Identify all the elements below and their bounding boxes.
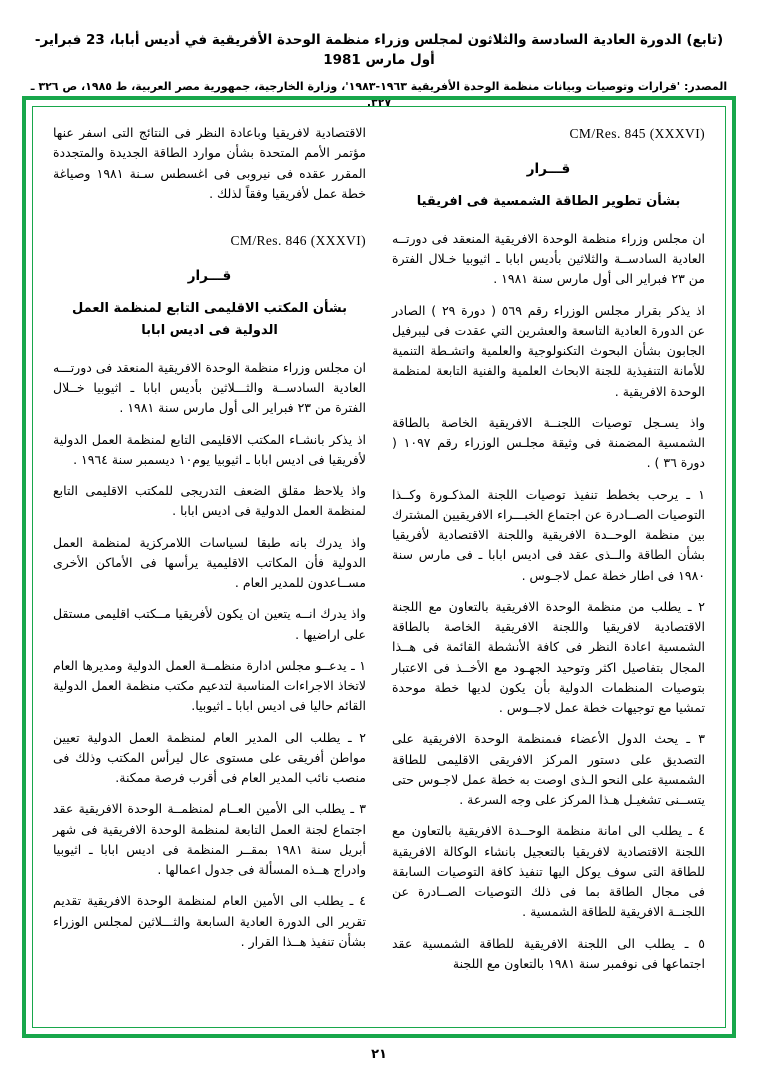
resolution-code-846: CM/Res. 846 (XXXVI) (230, 233, 366, 248)
resolution-subtitle-line: الدولية فى اديس ابابا (141, 322, 278, 338)
paragraph: واذ يدرك انــه يتعين ان يكون لأفريقيا مــكتب اقليمى مستقل على اراضيها . (53, 606, 366, 642)
page-header (0, 0, 758, 112)
resolution-subtitle-line: بشأن المكتب الاقليمى التابع لمنظمة العمل (72, 300, 347, 316)
paragraph: ٣ ـ يحث الدول الأعضاء فىمنظمة الوحدة الافريقية على التصديق على دستور المركز الافريقى الاقليمى للطاقة الشمسية على النحو الـذى اوصت به خطة عمل لاجـوس حتى يتســنى تشغيـل هـذا المركز على وجه السرعة . (392, 731, 705, 808)
right-column (392, 123, 705, 1011)
content-frame (22, 96, 736, 1038)
paragraph: ٣ ـ يطلب الى الأمين العــام لمنظمــة الوحدة الافريقية عقد اجتماع لجنة العمل التابعة لمنظمة الوحدة الافريقية فى شهر أبريل سنة ١٩٨١ بمقــر المنظمة فى اديس ابابا ـ اثيوبيا وادراج هــذه المسألة فى جدول اعمالها . (53, 801, 366, 878)
resolution-subtitle-845 (392, 191, 705, 213)
header-title: (تابع) الدورة العادية السادسة والثلاثون لمجلس وزراء منظمة الوحدة الأفريقية في أديس أبابا، 23 فبراير- أول مارس 1981 (34, 32, 724, 69)
resolution-subtitle-line: بشأن تطوير الطاقة الشمسية فى افريقيا (416, 193, 681, 209)
continued-paragraph: الاقتصادية لافريقيا وباعادة النظر فى النتائج التى اسفر عنها مؤتمر الأمم المتحدة بشأن موارد الطاقة الجديدة والمتجددة المقرر عقده فى نيروبى فى اغسطس سـنة ١٩٨١ وصياغة خطة عمل لأفريقيا وفقاً لذلك . (53, 125, 366, 201)
paragraph: ٥ ـ يطلب الى اللجنة الافريقية للطاقة الشمسية عقد اجتماعها فى نوفمبر سنة ١٩٨١ بالتعاون مع اللجنة (392, 935, 705, 971)
paragraph: ان مجلس وزراء منظمة الوحدة الافريقية المنعقد فى دورتـــه العادية السادســة والثـــلاثين بأديس ابابا ـ اثيوبيا خــلال الفترة من ٢٣ فبراير الى أول مارس سنة ١٩٨١ . (53, 359, 366, 416)
left-column (53, 123, 366, 1011)
paragraph: واذ يدرك بانه طبقا لسياسات اللامركزية لمنظمة العمل الدولية فأن المكاتب الاقليمية يرأسها فى الأماكن الأخرى مســاعدون للمدير العام . (53, 534, 366, 591)
two-column-layout (53, 123, 705, 1011)
paragraph: واذ يلاحظ مقلق الضعف التدريجى للمكتب الاقليمى التابع لمنظمة العمل الدولية فى اديس ابابا . (53, 483, 366, 519)
paragraph: واذ يسـجل توصيات اللجنــة الافريقية الخاصة بالطاقة الشمسية المضمنة فى وثيقة مجلـس الوزراء رقم ١٠٩٧ ( دورة ٣٦ ) . (392, 414, 705, 471)
content-frame-inner (32, 106, 726, 1028)
paragraph: ٤ ـ يطلب الى الأمين العام لمنظمة الوحدة الافريقية تقديم تقرير الى الدورة العادية السابعة والثـــلاثين لمجلس الوزراء بشأن تنفيذ هــذا القرار . (53, 893, 366, 949)
paragraph: اذ يذكر بانشـاء المكتب الاقليمى التابع لمنظمة العمل الدولية لأفريقيا فى اديس ابابا ـ اثيوبيا يوم١٠ ديسمبر سنة ١٩٦٤ . (53, 431, 366, 467)
page-number: ٢١ (371, 1047, 387, 1062)
resolution-code-845: CM/Res. 845 (XXXVI) (569, 126, 705, 141)
resolution-subtitle-846 (53, 298, 366, 342)
paragraph: ٢ ـ يطلب من منظمة الوحدة الافريقية بالتعاون مع اللجنة الاقتصادية لافريقيا واللجنة الافريقية الخاصة بالطاقة الشمسية اعادة النظر فى كافة الأنشطة القائمة فى هــذا المجال بتفاصيل اكثر وتوحيد الجهـود مع الأخــذ فى الاعتبار بتوصيات المنظمات الدولية بأن يكون لديها خطة موحدة تمشيا مع توجيهات خطة عمل لاجــوس . (392, 598, 705, 716)
paragraph: ٢ ـ يطلب الى المدير العام لمنظمة العمل الدولية تعيين مواطن أفريقى على مستوى عال ليرأس المكتب وذلك فى منصب نائب المدير العام فى أقرب فرصة ممكنة. (53, 729, 366, 786)
paragraph: ١ ـ يرحب بخطط تنفيذ توصيات اللجنة المذكـورة وكــذا التوصيات الصــادرة عن اجتماع الخبـــراء الافريقيين المشترك بين منظمة الوحــدة الافريقية واللجنة الاقتصادية لأفريقيا بشأن الطاقة والــذى عقد فى اديس ابابا ـ فى مارس سنة ١٩٨٠ فى اطار خطة عمل لاجـوس . (392, 486, 705, 583)
paragraph: ٤ ـ يطلب الى امانة منظمة الوحــدة الافريقية بالتعاون مع اللجنة الاقتصادية لافريقيا بالتعجيل بانشاء الوكالة الافريقية للطاقة التى سوف يوكل اليها تنفيذ كافة التوصيات السابقة فى مجال الطاقة بما فى ذلك التوصيات الصــادرة عن اللجنــة الافريقية للطاقة الشمسية . (392, 823, 705, 920)
paragraph: اذ يذكر بقرار مجلس الوزراء رقم ٥٦٩ ( دورة ٢٩ ) الصادر عن الدورة العادية التاسعة والعشرين التي عقدت فى ليبرفيل الجابون بشأن البحوث التكنولوجية والعلمية واتشـطة التنمية للأمانة التنفيذية للجنة الابحاث العلمية والفنية التابعة لمنظمة الوحدة الافريقية . (392, 302, 705, 399)
paragraph: ان مجلس وزراء منظمة الوحدة الافريقية المنعقد فى دورتــه العادية السادســة والثلاثين بأديس ابابا ـ اثيوبيا خـلال الفترة من ٢٣ فبراير الى أول مارس سنة ١٩٨١ . (392, 230, 705, 287)
paragraph: ١ ـ يدعــو مجلس ادارة منظمــة العمل الدولية ومديرها العام لاتخاذ الاجراءات المناسبة لتدعيم مكتب منظمة العمل الدولية القائم حاليا فى اديس ابابا ـ اثيوبيا. (53, 657, 366, 714)
header-source: المصدر: 'قرارات وتوصيات وبيانات منظمة الوحدة الأفريقية ١٩٦٣-١٩٨٣'، وزارة الخارجية، جمهورية مصر العربية، ط ١٩٨٥، ص ٣٢٦ ـ ٣٢٧. (30, 79, 728, 109)
resolution-title-845: قـــرار (526, 160, 571, 177)
resolution-title-846: قـــرار (187, 267, 232, 284)
